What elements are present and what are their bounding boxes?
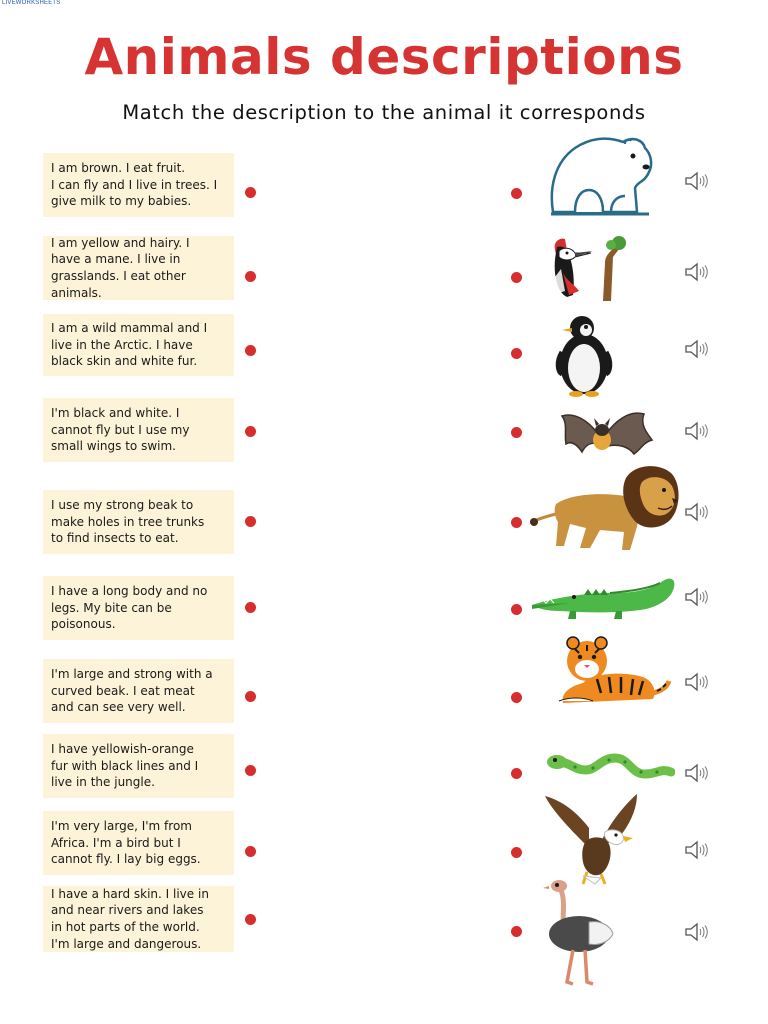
- description-box-2: I am yellow and hairy. I have a mane. I live in grasslands. I eat other animals.: [43, 236, 234, 300]
- right-match-dot[interactable]: [511, 768, 522, 779]
- left-match-dot[interactable]: [245, 187, 256, 198]
- right-match-dot[interactable]: [511, 926, 522, 937]
- left-match-dot[interactable]: [245, 271, 256, 282]
- ostrich-image: [543, 876, 615, 988]
- left-match-dot[interactable]: [245, 345, 256, 356]
- right-match-dot[interactable]: [511, 692, 522, 703]
- crocodile-image: [530, 565, 678, 621]
- left-match-dot[interactable]: [245, 516, 256, 527]
- left-match-dot[interactable]: [245, 914, 256, 925]
- woodpecker-image: [545, 233, 627, 303]
- right-match-dot[interactable]: [511, 348, 522, 359]
- left-match-dot[interactable]: [245, 846, 256, 857]
- right-match-dot[interactable]: [511, 517, 522, 528]
- speaker-icon[interactable]: [684, 763, 710, 783]
- description-box-6: I have a long body and no legs. My bite can be poisonous.: [43, 576, 234, 640]
- left-match-dot[interactable]: [245, 602, 256, 613]
- polar-bear-image: [545, 132, 655, 218]
- speaker-icon[interactable]: [684, 262, 710, 282]
- right-match-dot[interactable]: [511, 847, 522, 858]
- brand-logo-text: LIVEWORKSHEETS: [2, 0, 61, 6]
- speaker-icon[interactable]: [684, 502, 710, 522]
- description-box-7: I'm large and strong with a curved beak. I eat meat and can see very well.: [43, 659, 234, 723]
- right-match-dot[interactable]: [511, 604, 522, 615]
- description-box-10: I have a hard skin. I live in and near rivers and lakes in hot parts of the world. I'm large and dangerous.: [43, 886, 234, 952]
- right-match-dot[interactable]: [511, 427, 522, 438]
- description-box-8: I have yellowish-orange fur with black lines and I live in the jungle.: [43, 734, 234, 798]
- description-box-1: I am brown. I eat fruit. I can fly and I live in trees. I give milk to my babies.: [43, 153, 234, 217]
- speaker-icon[interactable]: [684, 840, 710, 860]
- right-match-dot[interactable]: [511, 272, 522, 283]
- lion-image: [530, 460, 686, 554]
- description-box-4: I'm black and white. I cannot fly but I use my small wings to swim.: [43, 398, 234, 462]
- speaker-icon[interactable]: [684, 421, 710, 441]
- left-match-dot[interactable]: [245, 691, 256, 702]
- eagle-image: [543, 792, 641, 886]
- speaker-icon[interactable]: [684, 339, 710, 359]
- speaker-icon[interactable]: [684, 922, 710, 942]
- speaker-icon[interactable]: [684, 171, 710, 191]
- page-title: Animals descriptions: [84, 28, 684, 86]
- page-subtitle: Match the description to the animal it corresponds: [122, 101, 646, 124]
- bat-image: [558, 406, 656, 462]
- description-box-9: I'm very large, I'm from Africa. I'm a bird but I cannot fly. I lay big eggs.: [43, 811, 234, 875]
- tiger-image: [553, 633, 673, 711]
- snake-image: [545, 748, 675, 786]
- speaker-icon[interactable]: [684, 672, 710, 692]
- description-box-5: I use my strong beak to make holes in tree trunks to find insects to eat.: [43, 490, 234, 554]
- right-match-dot[interactable]: [511, 188, 522, 199]
- left-match-dot[interactable]: [245, 765, 256, 776]
- left-match-dot[interactable]: [245, 426, 256, 437]
- penguin-image: [552, 312, 616, 398]
- speaker-icon[interactable]: [684, 587, 710, 607]
- description-box-3: I am a wild mammal and I live in the Arctic. I have black skin and white fur.: [43, 314, 234, 376]
